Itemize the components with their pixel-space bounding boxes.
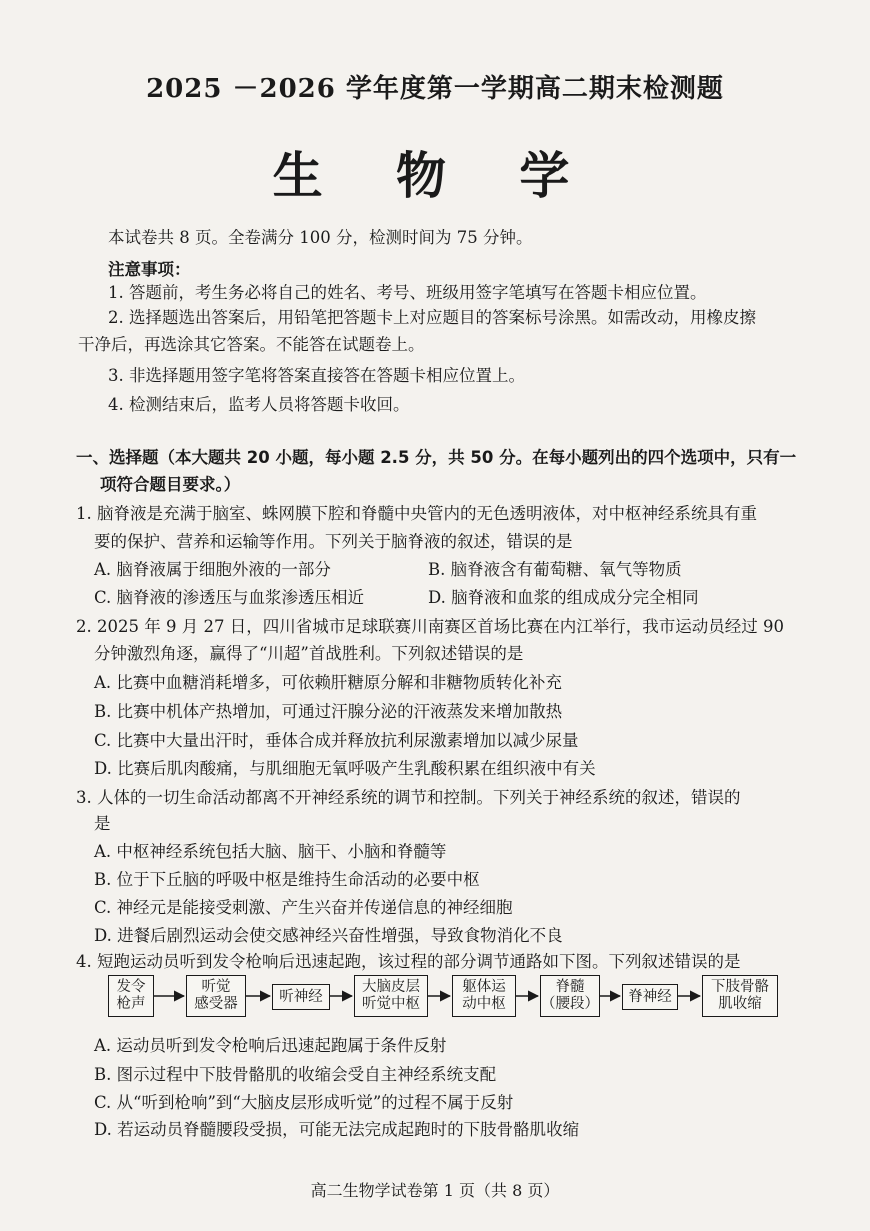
flow-box-auditory-receptor: 听觉 感受器 — [186, 975, 246, 1017]
note-4: 4. 检测结束后，监考人员将答题卡收回。 — [108, 395, 410, 414]
q3-option-a: A. 中枢神经系统包括大脑、脑干、小脑和脊髓等 — [94, 842, 447, 861]
q4-stem: 4. 短跑运动员听到发令枪响后迅速起跑，该过程的部分调节通路如下图。下列叙述错误的是 — [76, 952, 741, 971]
flow-box-motor-center: 躯体运 动中枢 — [452, 975, 516, 1017]
note-2-line-1: 2. 选择题选出答案后，用铅笔把答题卡上对应题目的答案标号涂黑。如需改动，用橡皮擦 — [108, 308, 756, 327]
flow-box-spinal-nerve: 脊神经 — [622, 984, 678, 1010]
q1-stem-line-1: 1. 脑脊液是充满于脑室、蛛网膜下腔和脊髓中央管内的无色透明液体，对中枢神经系统具有重 — [76, 504, 757, 523]
q3-option-c: C. 神经元是能接受刺激、产生兴奋并传递信息的神经细胞 — [94, 898, 513, 917]
subject-title: 生 物 学 — [272, 146, 598, 205]
q2-stem-line-2: 分钟激烈角逐，赢得了“川超”首战胜利。下列叙述错误的是 — [94, 644, 524, 663]
q3-stem-line-2: 是 — [94, 814, 111, 833]
q2-stem-line-1: 2. 2025 年 9 月 27 日，四川省城市足球联赛川南赛区首场比赛在内江举行，我市运动员经过 90 — [76, 617, 784, 636]
notes-title: 注意事项： — [108, 260, 191, 279]
q2-option-a: A. 比赛中血糖消耗增多，可依赖肝糖原分解和非糖物质转化补充 — [94, 673, 562, 692]
note-3: 3. 非选择题用签字笔将答案直接答在答题卡相应位置上。 — [108, 366, 525, 385]
q4-option-d: D. 若运动员脊髓腰段受损，可能无法完成起跑时的下肢骨骼肌收缩 — [94, 1120, 580, 1139]
q2-option-b: B. 比赛中机体产热增加，可通过汗腺分泌的汗液蒸发来增加散热 — [94, 702, 563, 721]
flow-box-gunshot: 发令 枪声 — [108, 975, 154, 1017]
q1-option-c: C. 脑脊液的渗透压与血浆渗透压相近 — [94, 588, 365, 607]
flow-box-auditory-nerve: 听神经 — [272, 984, 330, 1010]
flow-box-muscle-contraction: 下肢骨骼 肌收缩 — [702, 975, 778, 1017]
section-heading-line-2: 项符合题目要求。） — [100, 475, 241, 494]
q4-option-b: B. 图示过程中下肢骨骼肌的收缩会受自主神经系统支配 — [94, 1065, 497, 1084]
q3-option-d: D. 进餐后剧烈运动会使交感神经兴奋性增强，导致食物消化不良 — [94, 926, 563, 945]
q1-stem-line-2: 要的保护、营养和运输等作用。下列关于脑脊液的叙述，错误的是 — [94, 532, 573, 551]
note-2-line-2: 干净后，再选涂其它答案。不能答在试题卷上。 — [78, 335, 425, 354]
exam-summary: 本试卷共 8 页。全卷满分 100 分，检测时间为 75 分钟。 — [108, 228, 533, 247]
note-1: 1. 答题前，考生务必将自己的姓名、考号、班级用签字笔填写在答题卡相应位置。 — [108, 283, 707, 302]
q1-option-b: B. 脑脊液含有葡萄糖、氧气等物质 — [428, 560, 682, 579]
q2-option-d: D. 比赛后肌肉酸痛，与肌细胞无氧呼吸产生乳酸积累在组织液中有关 — [94, 759, 596, 778]
q1-option-d: D. 脑脊液和血浆的组成成分完全相同 — [428, 588, 699, 607]
q4-option-a: A. 运动员听到发令枪响后迅速起跑属于条件反射 — [94, 1036, 447, 1055]
q4-option-c: C. 从“听到枪响”到“大脑皮层形成听觉”的过程不属于反射 — [94, 1093, 514, 1112]
q3-option-b: B. 位于下丘脑的呼吸中枢是维持生命活动的必要中枢 — [94, 870, 480, 889]
flow-box-auditory-cortex: 大脑皮层 听觉中枢 — [354, 975, 428, 1017]
page-footer: 高二生物学试卷第 1 页（共 8 页） — [310, 1181, 560, 1200]
q3-stem-line-1: 3. 人体的一切生命活动都离不开神经系统的调节和控制。下列关于神经系统的叙述，错误的 — [76, 788, 741, 807]
q4-flow-diagram — [108, 972, 788, 1022]
q1-option-a: A. 脑脊液属于细胞外液的一部分 — [94, 560, 331, 579]
section-heading-line-1: 一、选择题（本大题共 20 小题，每小题 2.5 分，共 50 分。在每小题列出的四个选项中，只有一 — [76, 448, 797, 467]
exam-title: 2025 －2026 学年度第一学期高二期末检测题 — [146, 74, 724, 104]
flow-box-spinal-cord: 脊髓 （腰段） — [540, 975, 600, 1017]
q2-option-c: C. 比赛中大量出汗时，垂体合成并释放抗利尿激素增加以减少尿量 — [94, 731, 579, 750]
